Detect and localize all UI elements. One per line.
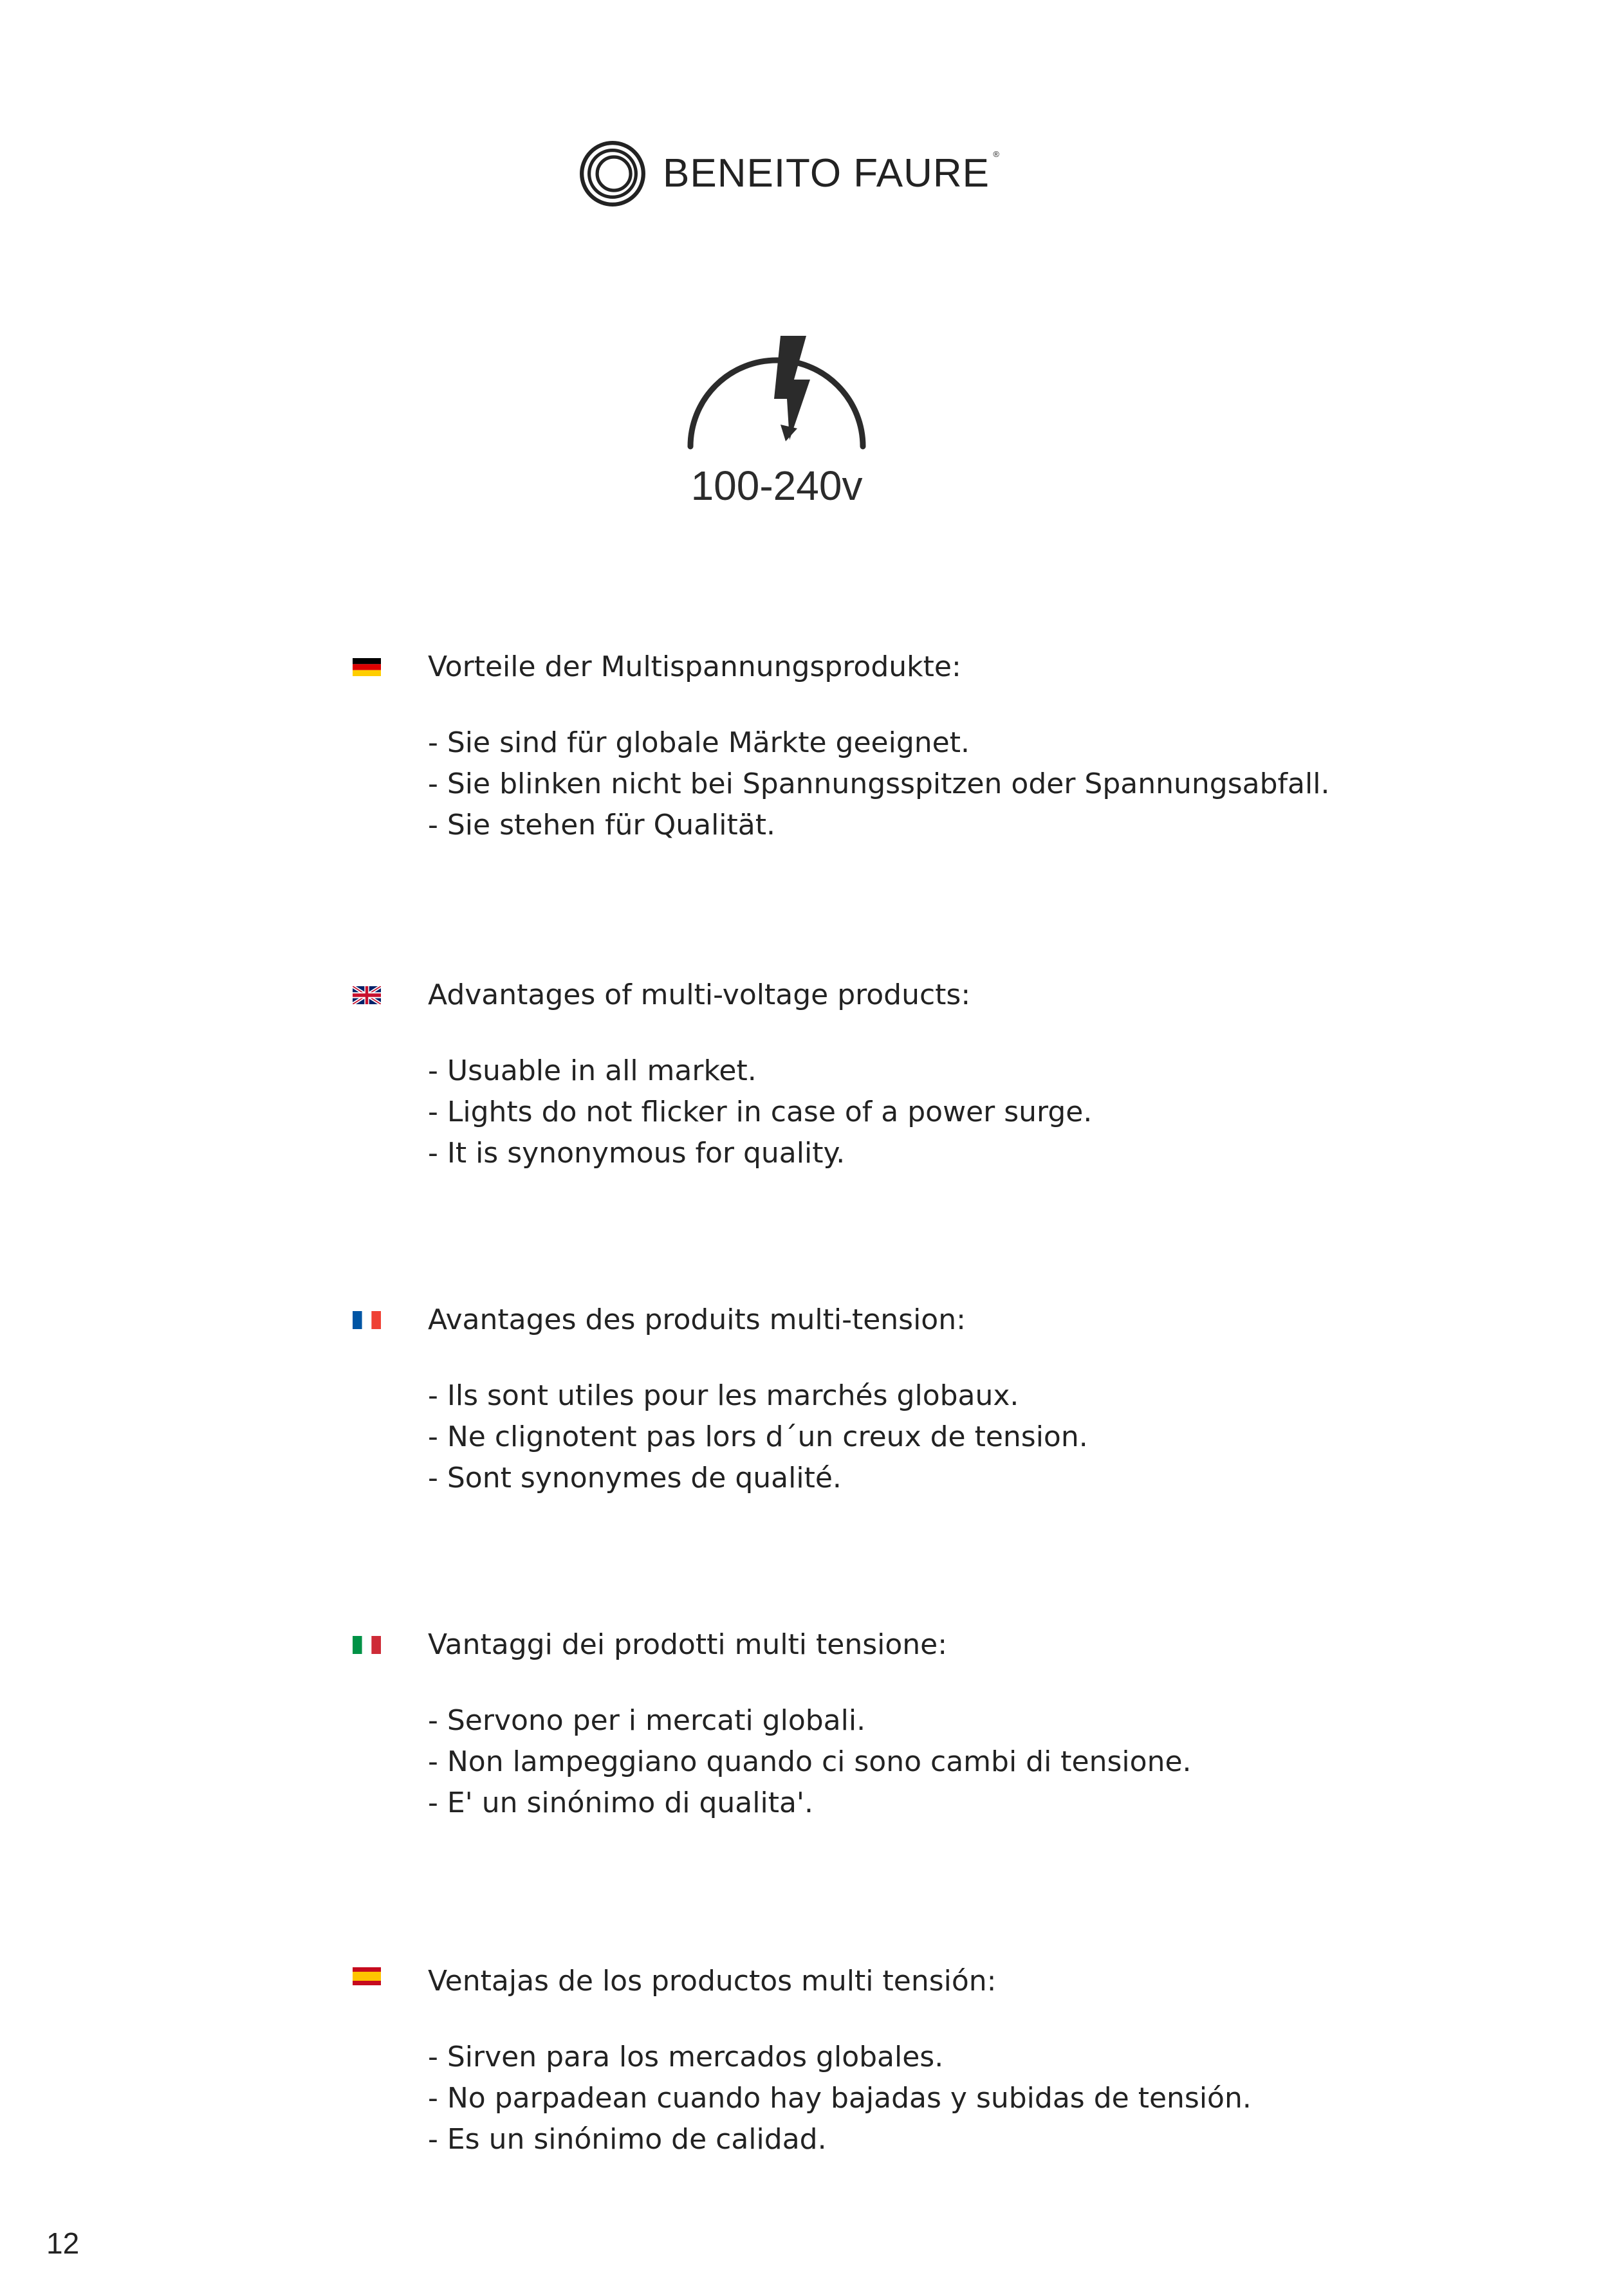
brand-logo-icon (579, 140, 646, 207)
flag-germany-icon (353, 658, 381, 676)
flag-uk-icon (353, 986, 381, 1004)
list-item: - Es un sinónimo de calidad. (428, 2123, 827, 2156)
section-heading: Avantages des produits multi-tension: (428, 1303, 966, 1336)
section-heading: Vorteile der Multispannungsprodukte: (428, 650, 961, 683)
lightning-bolt-icon (684, 327, 869, 464)
advantages-list (428, 1051, 1092, 1174)
advantages-list (428, 1700, 1192, 1824)
section-heading: Vantaggi dei prodotti multi tensione: (428, 1628, 948, 1661)
list-item: - Servono per i mercati globali. (428, 1704, 866, 1737)
list-item: - E' un sinónimo di qualita'. (428, 1786, 814, 1819)
advantages-list (428, 1375, 1088, 1499)
list-item: - Usuable in all market. (428, 1054, 757, 1087)
list-item: - Sie sind für globale Märkte geeignet. (428, 726, 970, 759)
list-item: - Lights do not flicker in case of a power surge. (428, 1096, 1093, 1128)
advantages-list (428, 722, 1329, 846)
list-item: - Ne clignotent pas lors d´un creux de tension. (428, 1420, 1088, 1453)
list-item: - It is synonymous for quality. (428, 1137, 846, 1170)
list-item: - Sirven para los mercados globales. (428, 2041, 944, 2073)
brand-logo (579, 138, 1000, 209)
list-item: - No parpadean cuando hay bajadas y subidas de tensión. (428, 2082, 1252, 2115)
section-heading: Advantages of multi-voltage products: (428, 978, 971, 1011)
brand-name: BENEITO FAURE ® (663, 149, 1000, 196)
list-item: - Non lampeggiano quando ci sono cambi di tensione. (428, 1745, 1192, 1778)
section-heading: Ventajas de los productos multi tensión: (428, 1965, 997, 1998)
page-number: 12 (46, 2227, 80, 2260)
list-item: - Sie stehen für Qualität. (428, 809, 775, 841)
list-item: - Ils sont utiles pour les marchés globaux. (428, 1379, 1019, 1412)
voltage-label: 100-240v (690, 463, 863, 509)
registered-mark: ® (993, 149, 1000, 159)
flag-spain-icon (353, 1967, 381, 1985)
list-item: - Sie blinken nicht bei Spannungsspitzen oder Spannungsabfall. (428, 767, 1330, 800)
flag-france-icon (353, 1311, 381, 1329)
list-item: - Sont synonymes de qualité. (428, 1462, 842, 1494)
flag-italy-icon (353, 1636, 381, 1654)
advantages-list (428, 2037, 1252, 2160)
